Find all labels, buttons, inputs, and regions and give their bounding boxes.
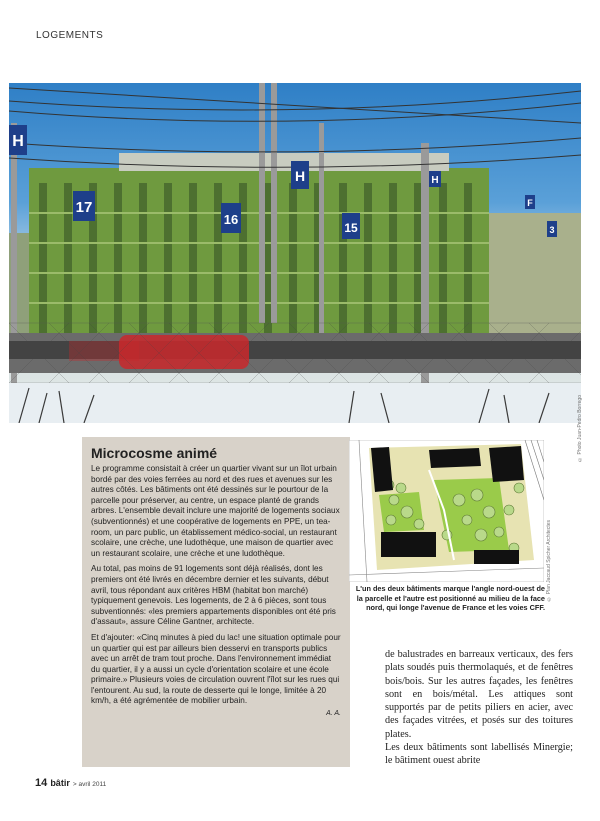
body-paragraph: de balustrades en barreaux verticaux, des fers plats soudés puis thermolaqués, et de fenêtres bois/bois. Sur les autres façades, les fenêtres sont en bois/métal. Les attiques sont supportés par de petits piliers en acier, avec des façades vitrées, et posés sur des toitures plates. <box>385 649 573 740</box>
plan-caption: L'un des deux bâtiments marque l'angle nord-ouest de la parcelle et l'autre est positionné au milieu de la face nord, qui longe l'avenue de France et les voies CFF. <box>355 584 545 612</box>
site-plan <box>349 440 544 582</box>
sidebar-paragraph: Au total, pas moins de 91 logements sont déjà réalisés, dont les premiers ont été livrés en décembre dernier et les suivants, début avril, tous répondant aux critères HBM (habitat bon marché) typiquement genevois. Les logements, de 2 à 6 pièces, sont tous subventionnés: «les premiers appartements disponibles ont été pris d'assaut», assure Céline Gantner, architecte. <box>91 564 336 627</box>
page-footer <box>35 777 106 789</box>
sidebar-signature: A. A. <box>326 710 341 718</box>
body-column <box>385 648 573 768</box>
sidebar-title: Microcosme animé <box>91 445 218 461</box>
sidebar-box <box>82 437 350 767</box>
svg-text:F: F <box>527 198 533 208</box>
photo-credit: © Photo Juan-Pedro Borrego <box>577 395 583 462</box>
issue-date: > avril 2011 <box>72 781 107 788</box>
page-number: 14 <box>35 777 48 789</box>
section-label: LOGEMENTS <box>36 30 104 41</box>
svg-text:H: H <box>294 168 306 184</box>
body-paragraph: Les deux bâtiments sont labellisés Minergie; le bâtiment ouest abrite <box>385 742 573 767</box>
building-photo <box>9 83 581 423</box>
svg-text:3: 3 <box>549 225 555 235</box>
svg-text:H: H <box>431 175 439 186</box>
svg-text:17: 17 <box>75 199 93 216</box>
sidebar-paragraph: Le programme consistait à créer un quartier vivant sur un îlot urbain bordé par des voies ferrées au nord et des rues et avenues sur les autres côtés. Les bâtiments ont été dessinés sur le pourtour de la parcelle pour préserver, au centre, un espace planté de grands arbres. L'ensemble devait inclure une majorité de logements sociaux (subventionnés) et une coopérative de logements en PPE, un tea-room, un parc public, un établissement médico-social, un restaurant scolaire, une crèche, une ludothèque, une maison de quartier avec un restaurant scolaire, une crèche et une ludothèque. <box>91 464 340 558</box>
magazine-name: bâtir <box>50 778 70 788</box>
svg-text:H: H <box>12 133 24 150</box>
sidebar-paragraph: Et d'ajouter: «Cinq minutes à pied du lac! une situation optimale pour un quartier qui est par ailleurs bien desservi en transports publics avec un arrêt de tram tout proche. Dans l'environnement immédiat du quartier, il y a aussi un cycle d'orientation scolaire et une école primaire.» Plusieurs voies de circulation ouvrent l'îlot sur les rues qui l'entourent. Au sud, la route de desserte qui le longe, limitée à 20 km/h, a été agrémentée de mobilier urbain. <box>91 632 341 706</box>
svg-text:15: 15 <box>344 221 358 235</box>
plan-credit: © Plan Jaccaud Spicher Architectes <box>546 520 552 602</box>
svg-text:16: 16 <box>223 212 239 227</box>
